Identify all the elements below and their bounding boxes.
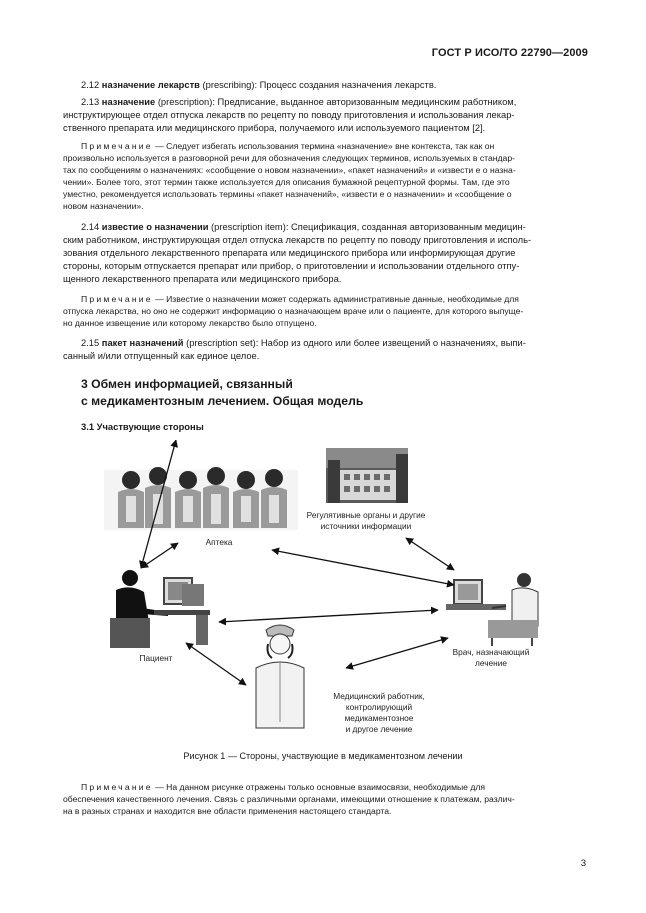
definition-text: (prescription): Предписание, выданное авторизованным медицинским работником, <box>155 97 517 107</box>
figure-caption: Рисунок 1 — Стороны, участвующие в медикаментозном лечении <box>183 751 463 761</box>
note-2 <box>63 293 589 329</box>
definition-text: инструктирующее отдел отпуска лекарств по рецепту по поводу приготовления и использования лекар- <box>63 110 515 121</box>
note-3 <box>63 781 589 817</box>
term: известие о назначении <box>101 222 209 232</box>
clause-number: 2.15 <box>81 338 100 348</box>
figure-1 <box>96 440 566 740</box>
arrow-patient-doctor <box>219 610 438 622</box>
note-text: — Следует избегать использования термина «назначение» вне контекста, так как он <box>152 141 495 151</box>
note-text: уместно, рекомендуется использовать термины «пакет назначений», «извести е о назначении» и «сообщение о <box>63 189 512 199</box>
label-patient: Пациент <box>139 653 173 663</box>
note-text: обеспечения качественного лечения. Связь с различными органами, имеющими отношение к платежам, различ- <box>63 794 515 804</box>
note-text: на в разных странах и находится вне области применения настоящего стандарта. <box>63 806 392 816</box>
patient-illustration <box>110 570 210 648</box>
clause-number: 2.13 <box>81 97 100 107</box>
note-text: отпуска лекарства, но оно не содержит информацию о назначающем враче или о пациенте, для которого выпуще- <box>63 306 524 316</box>
clause-number: 2.12 <box>81 80 100 90</box>
section-title: 3 Обмен информацией, связанный с медикаментозным лечением. Общая модель <box>81 377 364 408</box>
note-label: Примечание <box>81 141 153 151</box>
label-doctor: Врач, назначающий лечение <box>452 647 530 668</box>
term: пакет назначений <box>101 338 184 348</box>
regulators-building-illustration <box>326 448 408 503</box>
definition-text: (prescription item): Спецификация, созданная авторизованным медицин- <box>208 222 526 232</box>
arrow-patient-medic <box>186 643 246 685</box>
definition-2-14 <box>63 221 589 286</box>
label-pharmacy: Аптека <box>205 537 233 547</box>
note-text: — На данном рисунке отражены только основные взаимосвязи, необходимые для <box>152 782 486 792</box>
doctor-illustration <box>446 573 538 646</box>
page-number: 3 <box>580 858 586 869</box>
note-text: новом назначении». <box>63 201 144 211</box>
term: назначение <box>101 97 156 107</box>
medical-worker-illustration <box>256 625 304 728</box>
definition-2-12 <box>81 79 589 92</box>
note-text: — Известие о назначении может содержать административные данные, необходимые для <box>152 294 519 304</box>
pharmacy-staff-illustration <box>104 467 298 530</box>
note-label: Примечание <box>81 294 153 304</box>
note-text: тах по сообщениям о назначениях: «сообщение о новом назначении», «пакет назначений» и «извести е о назна- <box>63 165 516 175</box>
definition-text: ственного препарата или медицинского прибора, получаемого или используемого пациентом [2]. <box>63 123 486 134</box>
definition-text: стороны, которым отпускается препарат или прибор, о приготовлении и использовании отдельного отпу- <box>63 261 520 272</box>
note-1 <box>63 140 589 212</box>
note-label: Примечание <box>81 782 153 792</box>
label-medical-worker: Медицинский работник, контролирующий медикаментозное и другое лечение <box>333 691 425 734</box>
definition-text: ским работником, инструктирующая отдел отпуска лекарств по рецепту по поводу приготовления и исполь- <box>63 235 532 246</box>
definition-text: (prescribing): Процесс создания назначения лекарств. <box>199 80 437 90</box>
note-text: но данное извещение или которому лекарство было отпущено. <box>63 318 317 328</box>
subsection-title: 3.1 Участвующие стороны <box>81 421 204 432</box>
arrow-regulators-doctor <box>406 538 454 570</box>
term: назначение лекарств <box>101 80 200 90</box>
note-text: произвольно используется в разговорной речи для обозначения следующих терминов, используемых в стандар- <box>63 153 515 163</box>
clause-number: 2.14 <box>81 222 100 232</box>
label-regulators: Регулятивные органы и другие источники информации <box>306 510 426 531</box>
note-text: чении». Более того, этот термин также используется для описания бумажной рецептурной формы. Там, где это <box>63 177 510 187</box>
definition-2-13 <box>63 96 589 135</box>
definition-text: зования отдельного лекарственного препарата или медицинского прибора или информирующая другие <box>63 248 516 259</box>
definition-2-15 <box>63 337 589 363</box>
arrow-pharmacy-doctor <box>272 550 454 585</box>
definition-text: санный и/или отпущенный как единое целое. <box>63 351 260 362</box>
document-id-header: ГОСТ Р ИСО/ТО 22790—2009 <box>431 47 588 59</box>
definition-text: (prescription set): Набор из одного или более извещений о назначениях, выпи- <box>183 338 526 348</box>
arrow-medic-doctor <box>346 638 448 668</box>
definition-text: щенного лекарственного препарата или медицинского прибора. <box>63 274 342 285</box>
